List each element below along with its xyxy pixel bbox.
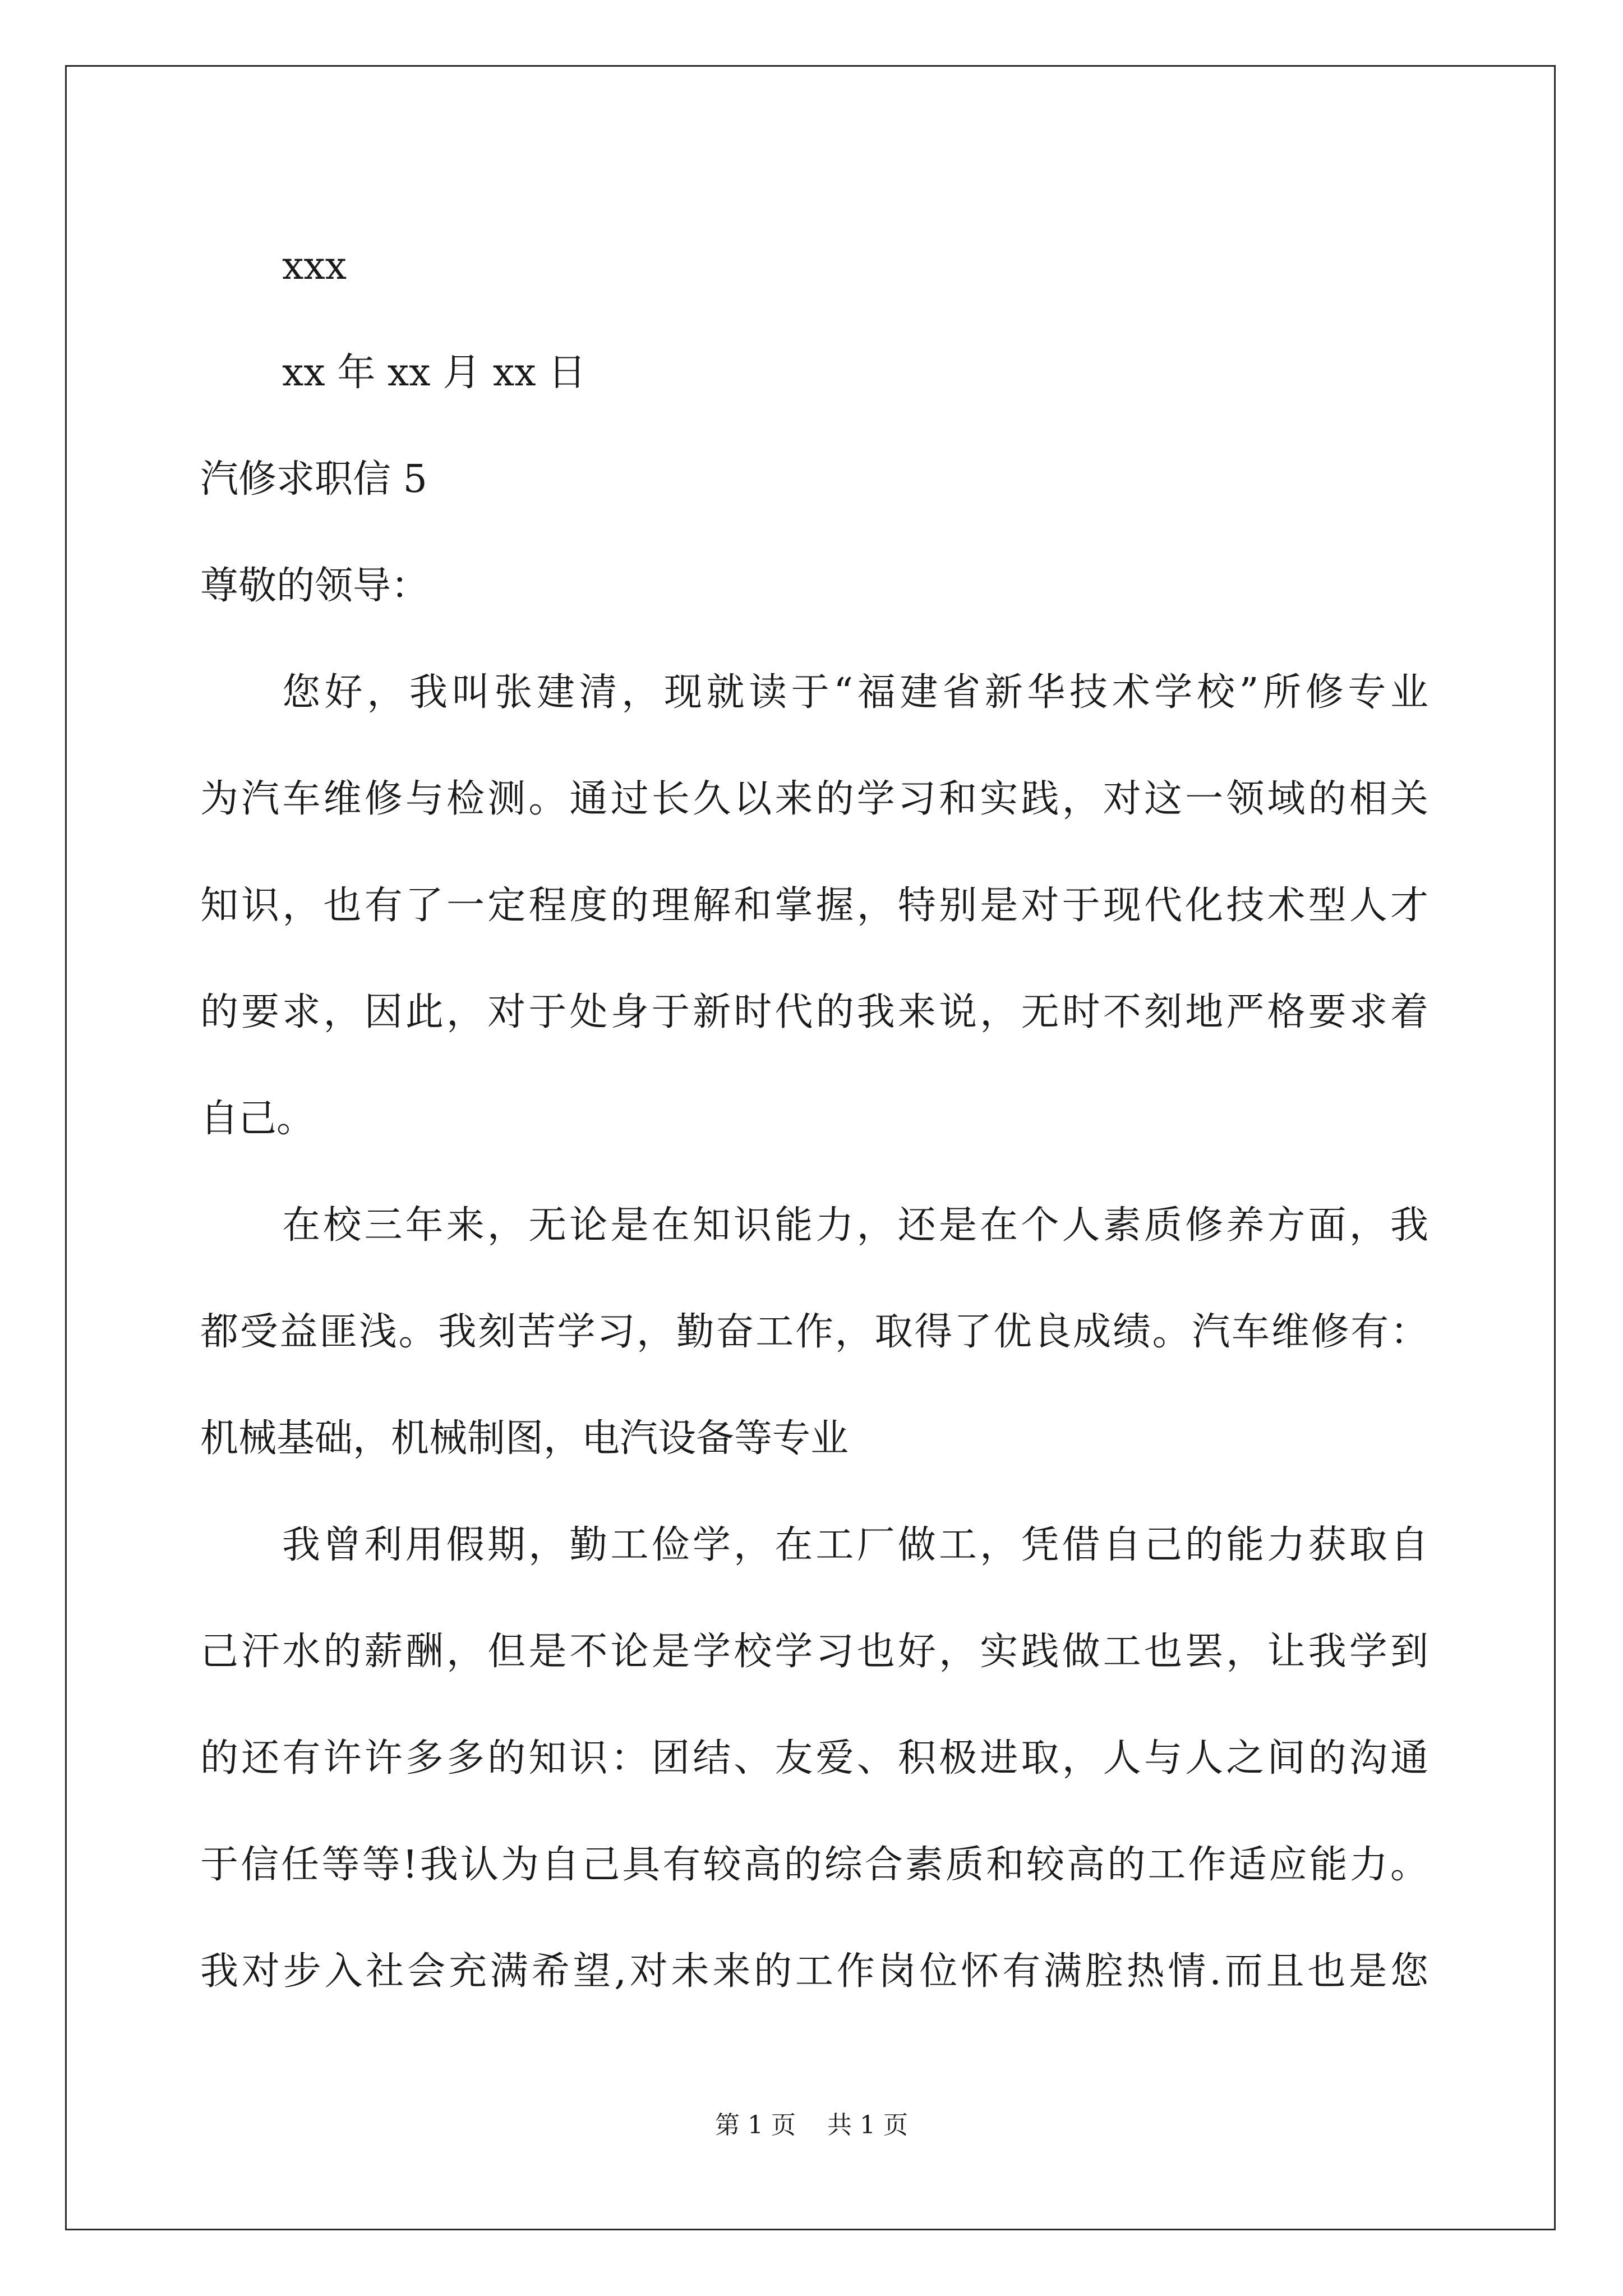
- page-number-current: 第 1 页: [715, 2111, 796, 2139]
- signature-date: xx 年 xx 月 xx 日: [282, 351, 587, 395]
- paragraph-3-line-3: 的还有许许多多的知识：团结、友爱、积极进取，人与人之间的沟通: [200, 1736, 1428, 1780]
- paragraph-3-line-5: 我对步入社会充满希望,对未来的工作岗位怀有满腔热情.而且也是您: [200, 1949, 1428, 1994]
- paragraph-2-line-2: 都受益匪浅。我刻苦学习，勤奋工作，取得了优良成绩。汽车维修有：: [200, 1310, 1428, 1354]
- signature-name: xxx: [282, 244, 347, 288]
- letter-title: 汽修求职信 5: [200, 457, 427, 501]
- paragraph-1-line-2: 为汽车维修与检测。通过长久以来的学习和实践，对这一领域的相关: [200, 777, 1428, 821]
- paragraph-1-line-4: 的要求，因此，对于处身于新时代的我来说，无时不刻地严格要求着: [200, 990, 1428, 1034]
- paragraph-2-line-1: 在校三年来，无论是在知识能力，还是在个人素质修养方面，我: [282, 1203, 1428, 1248]
- page-number-total: 共 1 页: [827, 2111, 908, 2139]
- paragraph-1-line-5: 自己。: [200, 1097, 315, 1141]
- paragraph-3-line-1: 我曾利用假期，勤工俭学，在工厂做工，凭借自己的能力获取自: [282, 1523, 1428, 1567]
- salutation: 尊敬的领导：: [200, 564, 430, 608]
- paragraph-3-line-2: 己汗水的薪酬，但是不论是学校学习也好，实践做工也罢，让我学到: [200, 1630, 1428, 1674]
- paragraph-1-line-3: 知识，也有了一定程度的理解和掌握，特别是对于现代化技术型人才: [200, 884, 1428, 928]
- paragraph-3-line-4: 于信任等等!我认为自己具有较高的综合素质和较高的工作适应能力。: [200, 1843, 1428, 1887]
- page-footer: [0, 2105, 1623, 2141]
- letter-body: [200, 213, 1428, 2025]
- paragraph-2-line-3: 机械基础，机械制图，电汽设备等专业: [200, 1416, 849, 1461]
- paragraph-1-line-1: 您好，我叫张建清，现就读于“福建省新华技术学校”所修专业: [282, 670, 1428, 715]
